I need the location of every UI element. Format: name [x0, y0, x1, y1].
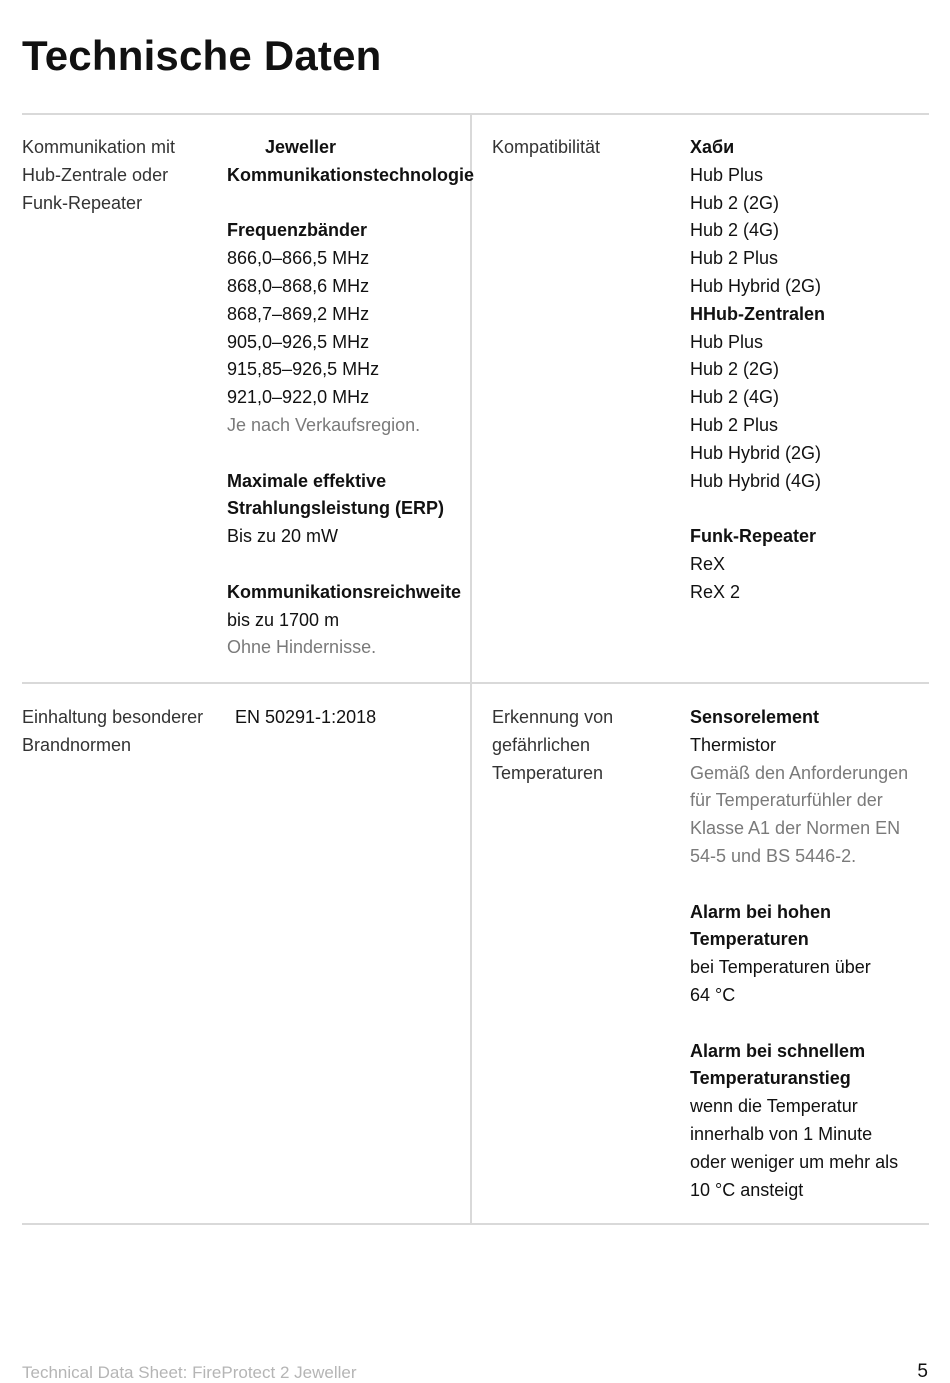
field-heading: Sensorelement	[690, 707, 820, 727]
field-heading: Funk-Repeater	[690, 526, 817, 547]
field-text: ReX 2	[690, 581, 741, 602]
field-text: Brandnormen	[22, 734, 132, 755]
field-text: EN 50291-1:2018	[235, 707, 377, 727]
field-text: Erkennung von	[492, 707, 614, 727]
field-text: 905,0–926,5 MHz	[227, 331, 370, 352]
table-top-divider	[22, 113, 929, 115]
field-heading: HHub-Zentralen	[690, 303, 825, 324]
row1-right-value	[690, 134, 825, 607]
field-heading: Хаби	[690, 137, 735, 157]
spacer	[227, 551, 474, 579]
field-text: Hub Hybrid (2G)	[690, 442, 822, 463]
field-text: 10 °C ansteigt	[690, 1179, 804, 1200]
field-text: 868,7–869,2 MHz	[227, 303, 370, 324]
field-text: 915,85–926,5 MHz	[227, 359, 380, 380]
row2-left-value	[235, 704, 376, 732]
spacer	[690, 1010, 908, 1038]
field-text: Hub Hybrid (4G)	[690, 470, 822, 491]
field-text: Hub Hybrid (2G)	[690, 275, 822, 296]
field-text: Kommunikation mit	[22, 137, 176, 157]
field-text: Hub 2 (2G)	[690, 192, 780, 213]
field-text: Hub 2 (2G)	[690, 359, 780, 380]
field-text: Bis zu 20 mW	[227, 526, 339, 547]
field-text: bei Temperaturen über	[690, 957, 871, 978]
field-text: Hub 2 (4G)	[690, 220, 780, 241]
spacer	[227, 190, 474, 218]
field-note: Klasse A1 der Normen EN	[690, 818, 901, 839]
field-text: 868,0–868,6 MHz	[227, 275, 370, 296]
row2-right-label	[492, 704, 613, 787]
spacer	[690, 871, 908, 899]
field-text: Hub-Zentrale oder	[22, 164, 169, 185]
row2-right-value	[690, 704, 908, 1204]
field-text: Hub Plus	[690, 331, 764, 352]
field-note: Je nach Verkaufsregion.	[227, 414, 421, 435]
field-note: für Temperaturfühler der	[690, 790, 883, 811]
field-heading: Strahlungsleistung (ERP)	[227, 498, 445, 519]
spacer	[690, 495, 825, 523]
field-text: Hub 2 Plus	[690, 414, 779, 435]
field-text: Einhaltung besonderer	[22, 707, 204, 727]
field-text: Hub 2 (4G)	[690, 387, 780, 408]
field-text: Thermistor	[690, 734, 777, 755]
field-note: Ohne Hindernisse.	[227, 637, 377, 658]
field-text: 866,0–866,5 MHz	[227, 248, 370, 269]
column-divider-row-2	[470, 684, 472, 1224]
field-text: wenn die Temperatur	[690, 1096, 858, 1117]
field-text: bis zu 1700 m	[227, 609, 340, 630]
field-heading: Frequenzbänder	[227, 220, 368, 241]
field-text: Hub Plus	[690, 164, 764, 185]
table-bottom-divider	[22, 1223, 929, 1225]
page-title: Technische Daten	[22, 32, 382, 79]
row-divider	[22, 682, 929, 684]
field-text: 921,0–922,0 MHz	[227, 387, 370, 408]
field-text: Hub 2 Plus	[690, 248, 779, 269]
field-text: Temperaturen	[492, 762, 604, 783]
spacer	[227, 440, 474, 468]
field-note: 54-5 und BS 5446-2.	[690, 845, 857, 866]
field-heading: Alarm bei hohen	[690, 901, 832, 922]
row1-left-value	[227, 134, 474, 662]
field-heading: Alarm bei schnellem	[690, 1040, 866, 1061]
field-heading: Temperaturanstieg	[690, 1068, 851, 1089]
row1-right-label	[492, 134, 600, 162]
field-note: Gemäß den Anforderungen	[690, 762, 909, 783]
field-heading: Jeweller	[265, 137, 337, 157]
footer-document-name: Technical Data Sheet: FireProtect 2 Jeweller	[22, 1363, 357, 1382]
field-text: oder weniger um mehr als	[690, 1151, 899, 1172]
field-text: Funk-Repeater	[22, 192, 143, 213]
field-text: ReX	[690, 553, 726, 574]
field-heading: Kommunikationsreichweite	[227, 581, 462, 602]
field-text: gefährlichen	[492, 734, 591, 755]
row2-left-label	[22, 704, 203, 760]
field-text: 64 °C	[690, 984, 736, 1005]
field-heading: Kommunikationstechnologie	[227, 164, 475, 185]
field-heading: Maximale effektive	[227, 470, 387, 491]
field-heading: Temperaturen	[690, 929, 809, 950]
row1-left-label	[22, 134, 175, 217]
field-text: innerhalb von 1 Minute	[690, 1123, 873, 1144]
field-text: Kompatibilität	[492, 137, 601, 157]
footer-page-number: 5	[917, 1361, 928, 1382]
